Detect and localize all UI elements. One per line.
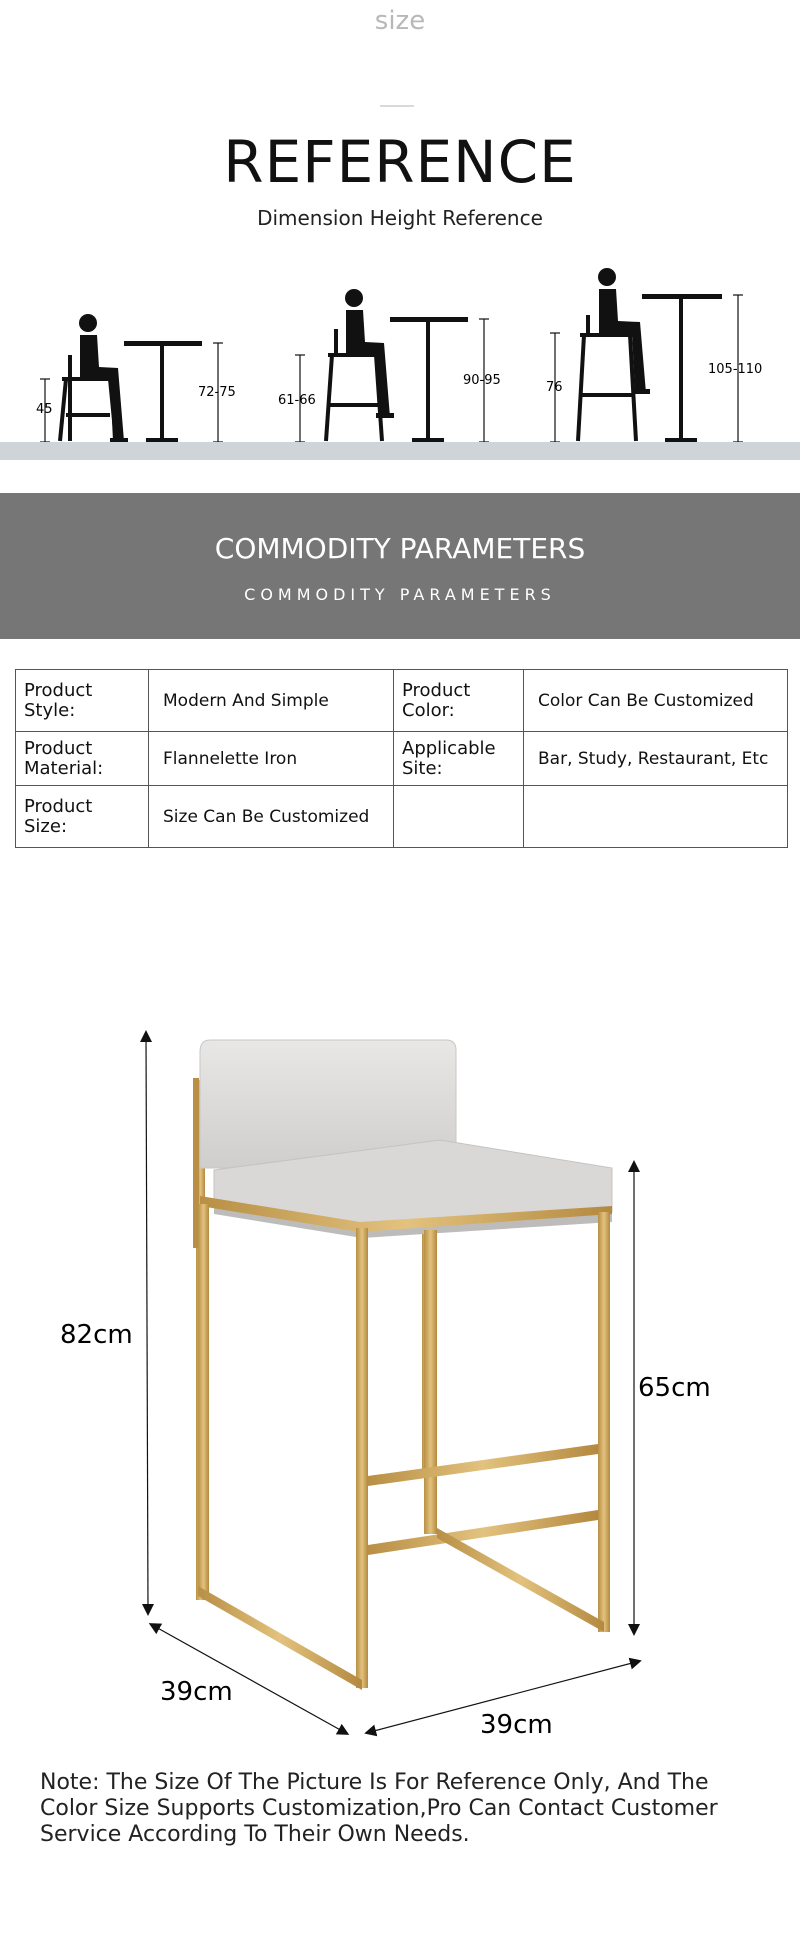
divider — [380, 105, 414, 107]
floor-strip — [0, 442, 800, 460]
param-value: Flannelette Iron — [149, 732, 394, 786]
person-icon — [598, 268, 650, 394]
figure-low-table — [36, 314, 236, 443]
note-text: Note: The Size Of The Picture Is For Reference Only, And The Color Size Supports Customization,Pro Can Contact Customer Service According To Their Own Needs. — [40, 1770, 718, 1847]
table-icon — [390, 317, 468, 442]
param-value: Size Can Be Customized — [149, 786, 394, 848]
reference-title: REFERENCE — [223, 128, 577, 196]
figure1-table-height: 72-75 — [198, 385, 236, 400]
size-heading: size — [374, 6, 426, 36]
figure2-table-height: 90-95 — [463, 373, 501, 388]
param-label: Product Style: — [16, 670, 149, 732]
param-value — [524, 786, 788, 848]
table-row — [16, 670, 788, 732]
param-value: Color Can Be Customized — [524, 670, 788, 732]
param-label: Product Color: — [394, 670, 524, 732]
table-row — [16, 786, 788, 848]
banner-subtitle: COMMODITY PARAMETERS — [244, 585, 556, 604]
height-reference-illustration — [0, 255, 800, 455]
width-label: 39cm — [480, 1710, 553, 1740]
param-label — [394, 786, 524, 848]
seat-height-label: 65cm — [638, 1373, 711, 1403]
param-label: Product Material: — [16, 732, 149, 786]
bar-stool-image — [193, 1040, 612, 1690]
figure1-seat-height: 45 — [36, 402, 53, 417]
commodity-parameters-banner — [0, 493, 800, 639]
param-value: Bar, Study, Restaurant, Etc — [524, 732, 788, 786]
total-height-label: 82cm — [60, 1320, 133, 1350]
table-icon — [124, 341, 202, 442]
reference-subtitle: Dimension Height Reference — [257, 206, 543, 230]
height-arrow — [146, 1036, 148, 1610]
param-label: Product Size: — [16, 786, 149, 848]
figure-mid-table — [278, 289, 501, 442]
depth-label: 39cm — [160, 1677, 233, 1707]
chair-icon — [578, 315, 636, 441]
banner-title: COMMODITY PARAMETERS — [214, 532, 586, 565]
table-row — [16, 732, 788, 786]
figure3-table-height: 105-110 — [708, 362, 763, 377]
parameters-table — [15, 669, 788, 848]
figure-high-table — [546, 268, 762, 442]
figure2-seat-height: 61-66 — [278, 393, 316, 408]
param-label: Applicable Site: — [394, 732, 524, 786]
bar-stool-dimension-diagram — [0, 1000, 800, 1760]
figure3-seat-height: 76 — [546, 380, 563, 395]
param-value: Modern And Simple — [149, 670, 394, 732]
